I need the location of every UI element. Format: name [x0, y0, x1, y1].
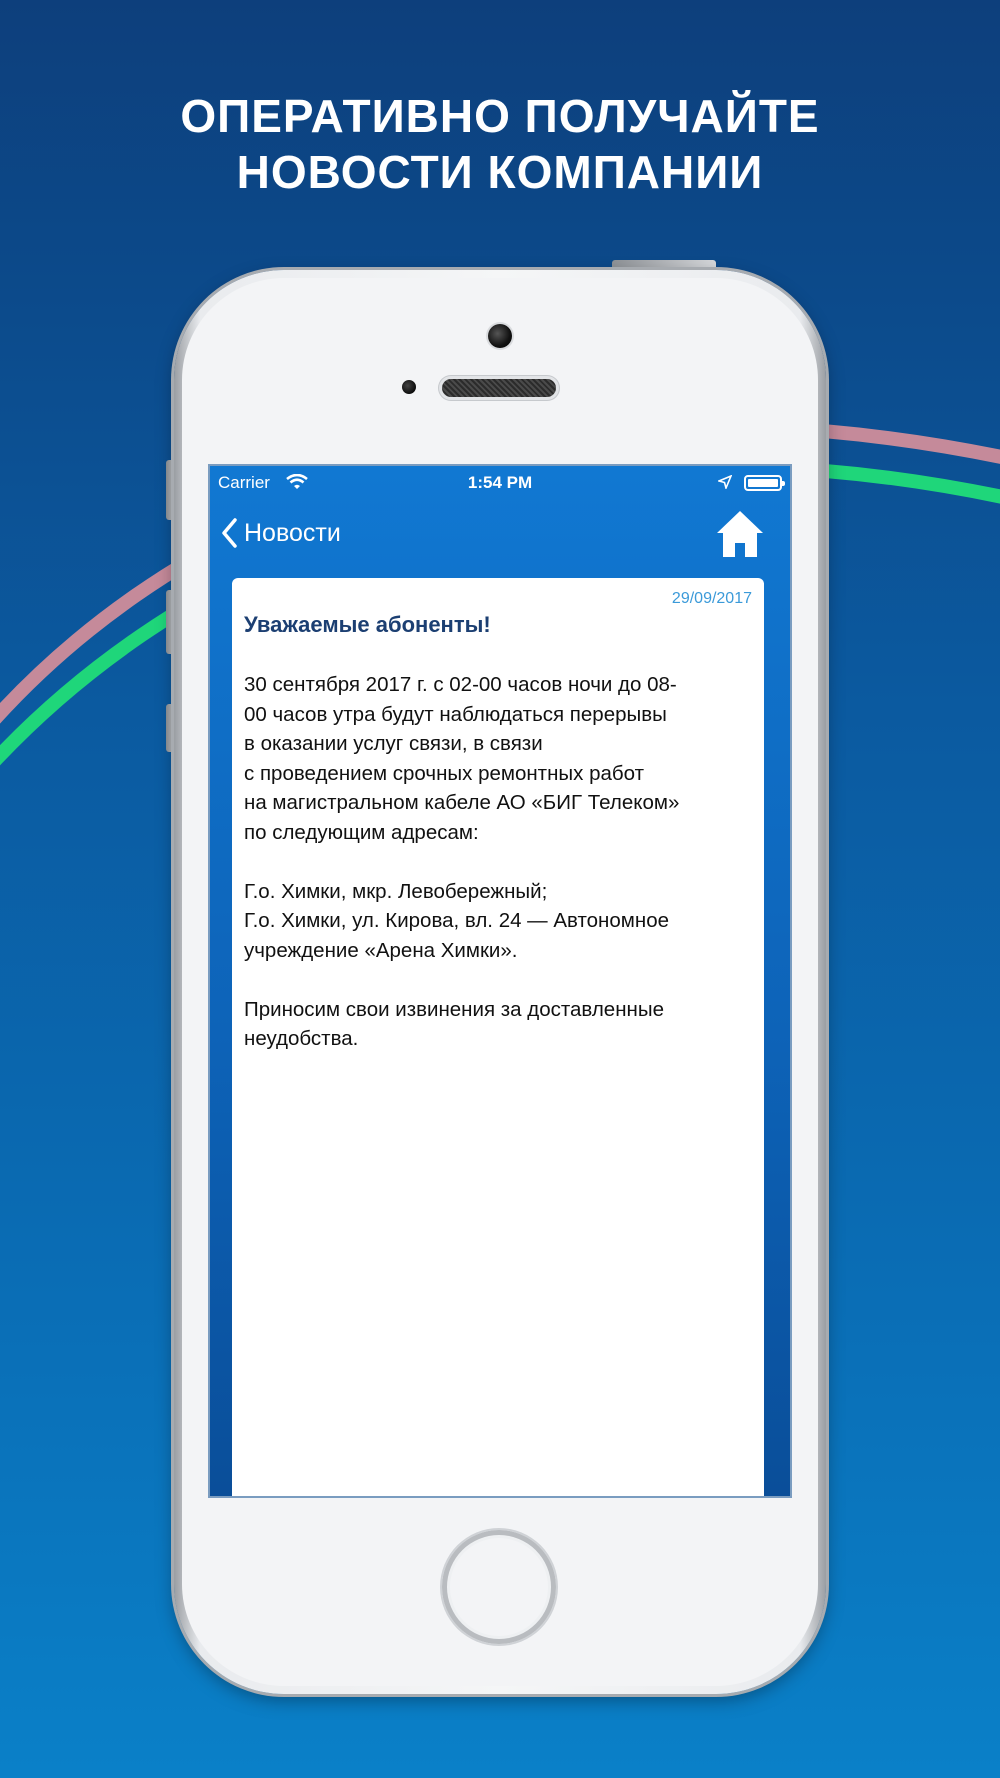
carrier-label: Carrier [218, 473, 270, 492]
news-line: Г.о. Химки, ул. Кирова, вл. 24 — Автономное [244, 909, 669, 932]
headline-line-2: НОВОСТИ КОМПАНИИ [236, 146, 764, 198]
news-line: 30 сентября 2017 г. с 02-00 часов ночи до 08- [244, 673, 677, 696]
news-paragraph [244, 877, 754, 966]
news-line: с проведением срочных ремонтных работ [244, 761, 644, 785]
news-paragraph [244, 670, 754, 847]
status-time: 1:54 PM [467, 473, 533, 492]
home-button[interactable] [442, 1530, 556, 1644]
front-camera-icon [488, 324, 512, 348]
battery-icon [744, 475, 782, 491]
news-line: по следующим адресам: [244, 820, 479, 844]
headline-line-1: ОПЕРАТИВНО ПОЛУЧАЙТЕ [180, 90, 820, 142]
news-title: Уважаемые абоненты! [244, 612, 491, 637]
location-icon [718, 475, 732, 489]
earpiece-speaker [442, 379, 556, 397]
news-line: неудобства. [244, 1027, 359, 1050]
back-button[interactable] [220, 512, 341, 554]
back-label: Новости [244, 518, 341, 547]
news-line: 00 часов утра будут наблюдаться перерывы [244, 702, 667, 726]
news-date: 29/09/2017 [671, 590, 752, 607]
home-icon[interactable] [714, 508, 766, 560]
news-line: Приносим свои извинения за доставленные [244, 997, 664, 1021]
power-button [612, 260, 716, 270]
news-line: на магистральном кабеле АО «БИГ Телеком» [244, 791, 680, 814]
news-line: Г.о. Химки, мкр. Левобережный; [244, 879, 548, 903]
news-paragraph [244, 995, 754, 1054]
proximity-sensor [402, 380, 416, 394]
news-line: в оказании услуг связи, в связи [244, 732, 543, 755]
app-screen [208, 464, 792, 1498]
news-body [244, 670, 754, 1083]
chevron-left-icon [220, 517, 238, 549]
status-bar [210, 466, 790, 500]
promo-headline [0, 88, 1000, 200]
news-card [232, 578, 764, 1498]
navigation-bar [210, 500, 790, 566]
news-line: учреждение «Арена Химки». [244, 938, 518, 962]
